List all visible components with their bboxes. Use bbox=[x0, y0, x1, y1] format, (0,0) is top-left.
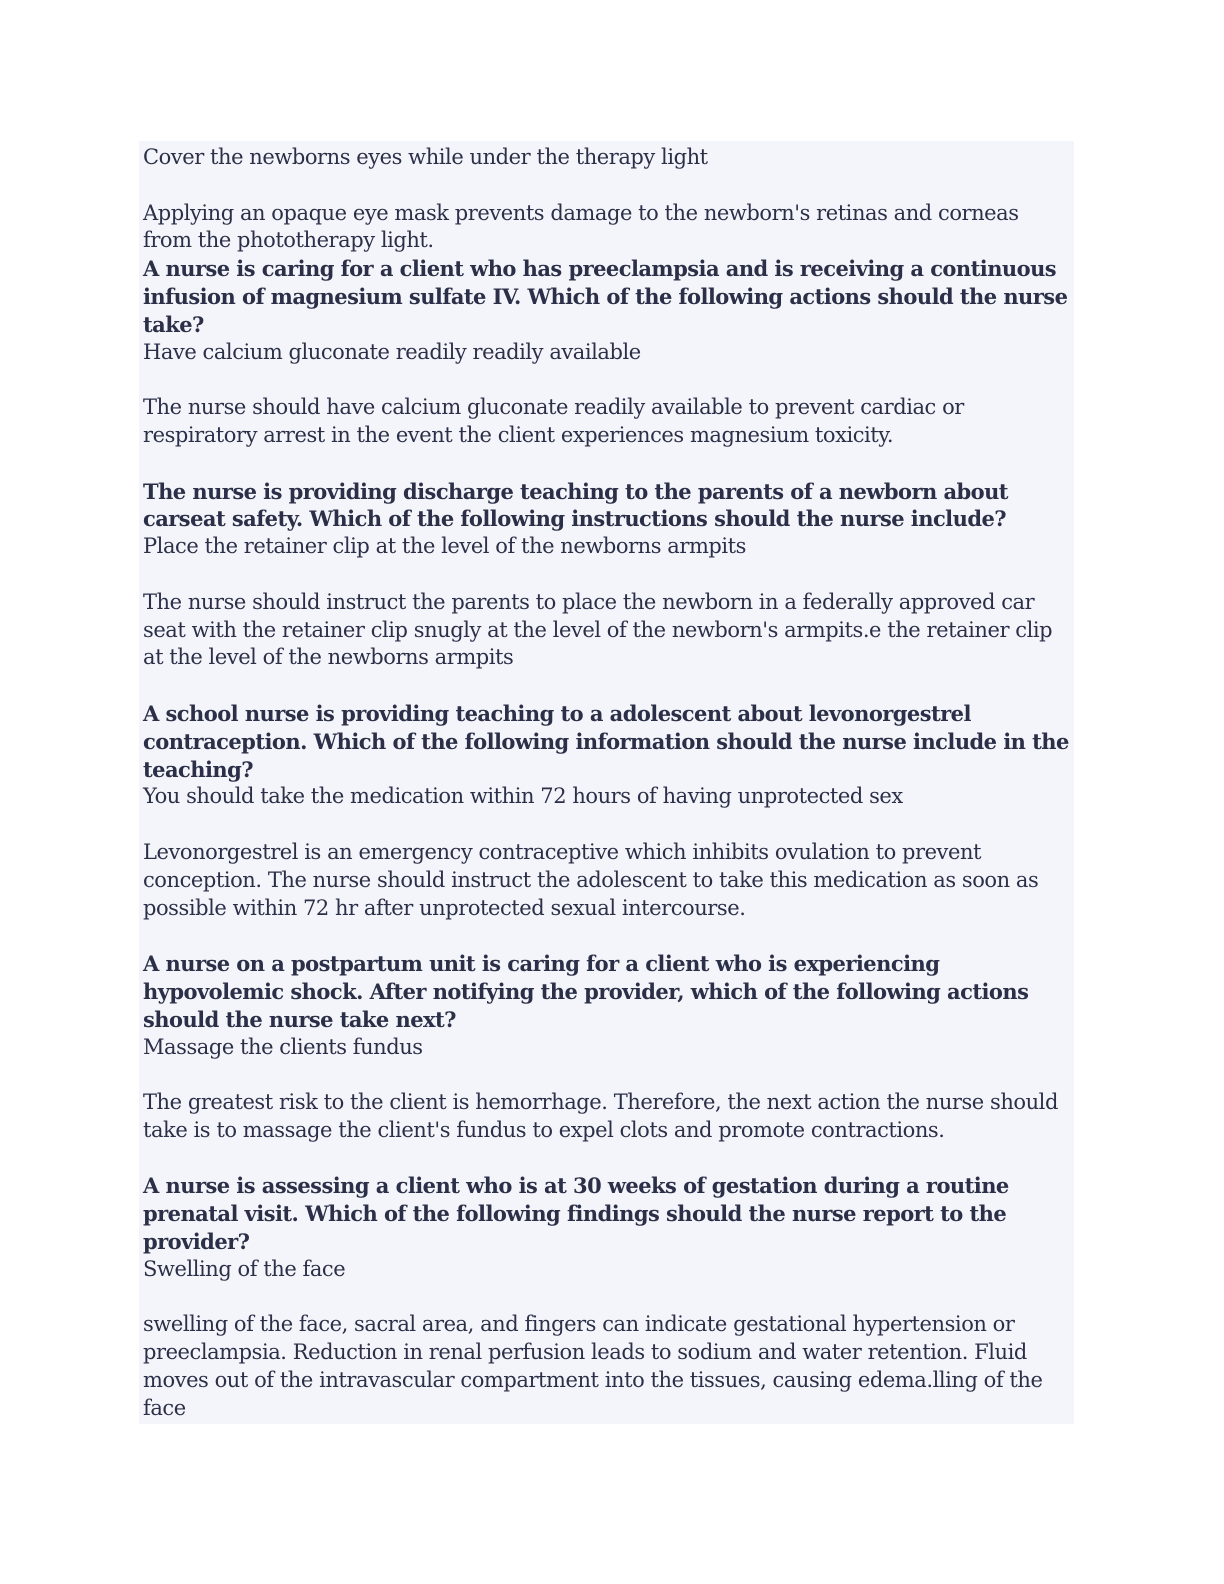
qa-item-1 bbox=[143, 255, 1075, 477]
answer-text: Massage the clients fundus bbox=[143, 1034, 423, 1059]
rationale-text: The nurse should have calcium gluconate readily available to prevent cardiac or respiratory arrest in the event the client experiences magnesium toxicity. bbox=[143, 395, 971, 447]
question-text: A nurse on a postpartum unit is caring for a client who is experiencing hypovolemic shock. After notifying the provider, which of the following actions should the nurse take next? bbox=[143, 951, 1036, 1032]
intro-answer: Cover the newborns eyes while under the therapy light bbox=[143, 145, 708, 169]
answer-text: Swelling of the face bbox=[143, 1256, 346, 1281]
qa-item-3 bbox=[143, 700, 1076, 950]
qa-item-5 bbox=[143, 1172, 1070, 1422]
question-text: A school nurse is providing teaching to a adolescent about levonorgestrel contraception. Which of the following information should the nurse include in the teaching? bbox=[143, 700, 1076, 782]
question-text: A nurse is assessing a client who is at 30 weeks of gestation during a routine prenatal visit. Which of the following findings should the nurse report to the provider? bbox=[143, 1173, 1016, 1255]
rationale-text: Levonorgestrel is an emergency contraceptive which inhibits ovulation to prevent conception. The nurse should instruct the adolescent to take this medication as soon as possible within 72 hr after unprotected sexual intercourse. bbox=[143, 839, 1045, 920]
answer-text: You should take the medication within 72 hours of having unprotected sex bbox=[143, 784, 903, 809]
intro-rationale: Applying an opaque eye mask prevents damage to the newborn's retinas and corneas from the phototherapy light. bbox=[143, 200, 1025, 253]
answer-text: Have calcium gluconate readily readily available bbox=[143, 339, 641, 364]
question-text: The nurse is providing discharge teaching to the parents of a newborn about carseat safety. Which of the following instructions should the nurse include? bbox=[143, 478, 1015, 532]
question-text: A nurse is caring for a client who has preeclampsia and is receiving a continuous infusion of magnesium sulfate IV. Which of the following actions should the nurse take? bbox=[143, 256, 1075, 337]
answer-text: Place the retainer clip at the level of the newborns armpits bbox=[143, 534, 746, 559]
rationale-text: swelling of the face, sacral area, and fingers can indicate gestational hypertension or preeclampsia. Reduction in renal perfusion leads to sodium and water retention. Fluid moves out of the intravascular compartment into the tissues, causing edema.lling of the face bbox=[143, 1312, 1049, 1420]
rationale-text: The greatest risk to the client is hemorrhage. Therefore, the next action the nurse should take is to massage the client's fundus to expel clots and promote contractions. bbox=[143, 1090, 1065, 1142]
qa-item-2 bbox=[143, 478, 1070, 700]
qa-item-4 bbox=[143, 950, 1070, 1172]
document-body bbox=[139, 141, 1074, 1424]
rationale-text: The nurse should instruct the parents to place the newborn in a federally approved car seat with the retainer clip snugly at the level of the newborn's armpits.e the retainer clip at the level of the newborns armpits bbox=[143, 589, 1059, 670]
intro-block bbox=[143, 144, 1070, 255]
